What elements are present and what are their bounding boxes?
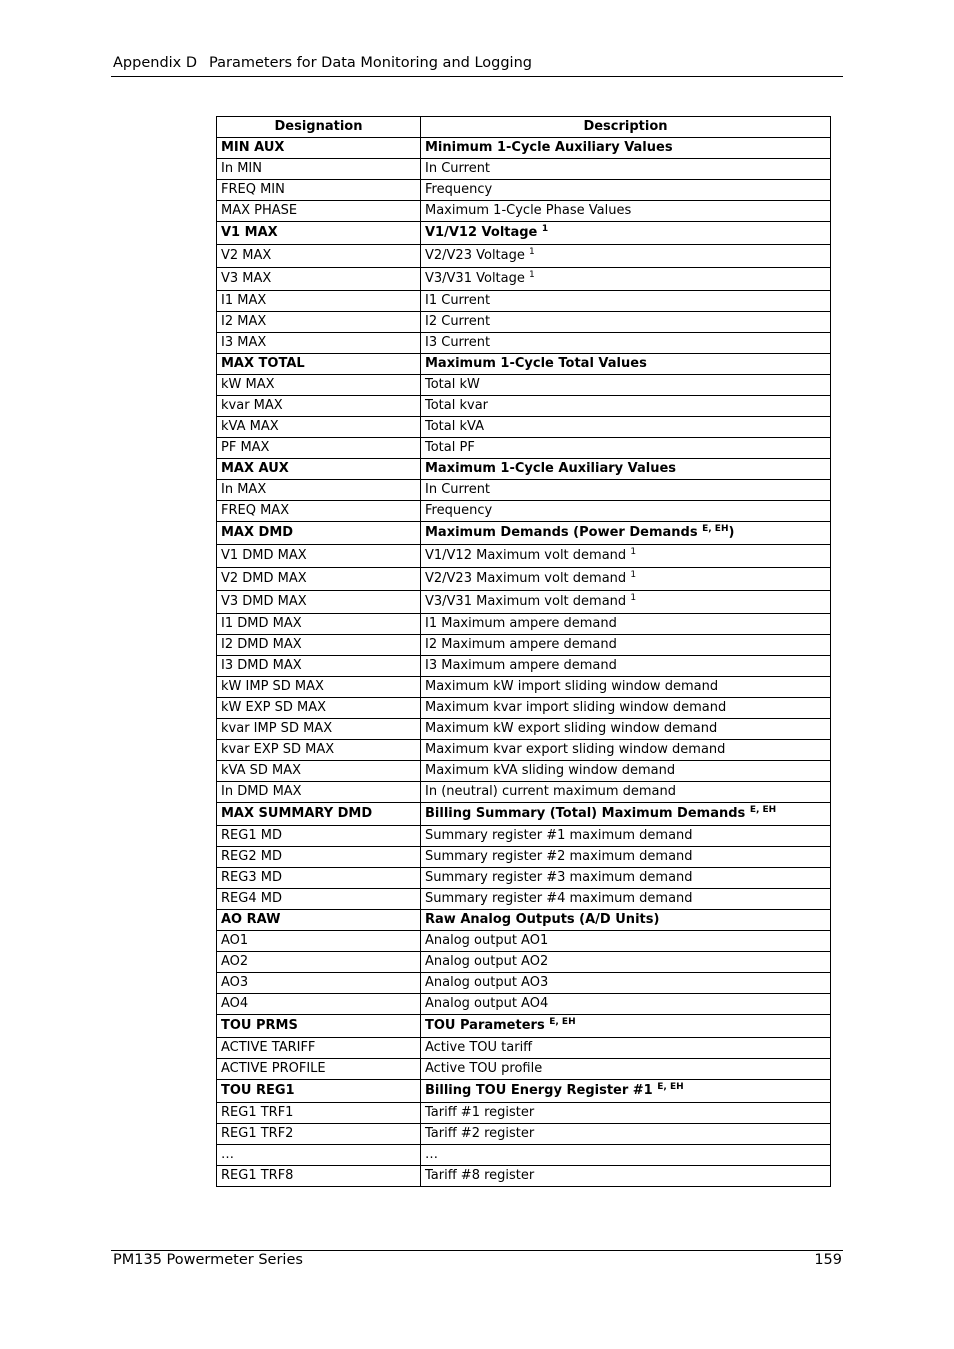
- table-row: [217, 1059, 831, 1080]
- footnote-marker: 1: [529, 270, 535, 280]
- table-row: [217, 333, 831, 354]
- table-row: [217, 1080, 831, 1103]
- description-text: …: [425, 1147, 438, 1162]
- description-cell: [421, 333, 831, 354]
- description-cell: [421, 312, 831, 333]
- table-row: [217, 868, 831, 889]
- description-text: I3 Maximum ampere demand: [425, 658, 617, 673]
- description-text: TOU Parameters: [425, 1018, 545, 1033]
- description-text: Summary register #1 maximum demand: [425, 828, 693, 843]
- table-row: [217, 952, 831, 973]
- description-text: Maximum kVA sliding window demand: [425, 763, 676, 778]
- description-cell: [421, 614, 831, 635]
- table-row: [217, 656, 831, 677]
- description-cell: [421, 1038, 831, 1059]
- footer-divider: [111, 1250, 843, 1251]
- description-cell: [421, 545, 831, 568]
- description-text: I1 Maximum ampere demand: [425, 616, 617, 631]
- table-header-row: [217, 117, 831, 138]
- designation-cell: AO1: [217, 931, 421, 952]
- description-cell: [421, 635, 831, 656]
- description-text: Maximum 1-Cycle Total Values: [425, 356, 647, 371]
- table-row: [217, 312, 831, 333]
- footnote-marker: E, EH: [549, 1017, 576, 1027]
- table-row: [217, 889, 831, 910]
- description-cell: [421, 1103, 831, 1124]
- designation-cell: AO4: [217, 994, 421, 1015]
- designation-cell: REG1 TRF2: [217, 1124, 421, 1145]
- table-row: [217, 480, 831, 501]
- description-cell: [421, 522, 831, 545]
- footnote-marker: 1: [630, 593, 637, 603]
- description-text: Raw Analog Outputs (A/D Units): [425, 912, 660, 927]
- description-cell: [421, 159, 831, 180]
- description-cell: [421, 826, 831, 847]
- designation-cell: I1 DMD MAX: [217, 614, 421, 635]
- designation-cell: kvar EXP SD MAX: [217, 740, 421, 761]
- designation-cell: MAX SUMMARY DMD: [217, 803, 421, 826]
- page-header: [113, 55, 843, 71]
- table-row: [217, 910, 831, 931]
- designation-cell: V3 DMD MAX: [217, 591, 421, 614]
- description-cell: [421, 1015, 831, 1038]
- description-cell: [421, 245, 831, 268]
- description-text: Maximum 1-Cycle Phase Values: [425, 203, 632, 218]
- table-row: [217, 719, 831, 740]
- designation-cell: MAX TOTAL: [217, 354, 421, 375]
- description-cell: [421, 994, 831, 1015]
- table-row: [217, 545, 831, 568]
- description-text: Summary register #2 maximum demand: [425, 849, 693, 864]
- description-cell: [421, 396, 831, 417]
- description-text: Maximum kvar export sliding window demand: [425, 742, 726, 757]
- designation-cell: V2 MAX: [217, 245, 421, 268]
- description-text: Tariff #1 register: [425, 1105, 535, 1120]
- designation-cell: FREQ MAX: [217, 501, 421, 522]
- description-cell: [421, 847, 831, 868]
- table-row: [217, 291, 831, 312]
- description-cell: [421, 568, 831, 591]
- description-text: Analog output AO4: [425, 996, 549, 1011]
- description-text: In (neutral) current maximum demand: [425, 784, 677, 799]
- designation-cell: V1 MAX: [217, 222, 421, 245]
- description-text: Tariff #8 register: [425, 1168, 535, 1183]
- description-text: Maximum 1-Cycle Auxiliary Values: [425, 461, 677, 476]
- designation-cell: ACTIVE TARIFF: [217, 1038, 421, 1059]
- table-row: [217, 973, 831, 994]
- description-text: Active TOU tariff: [425, 1040, 533, 1055]
- description-cell: [421, 782, 831, 803]
- designation-cell: MIN AUX: [217, 138, 421, 159]
- designation-cell: REG1 TRF1: [217, 1103, 421, 1124]
- designation-cell: In MIN: [217, 159, 421, 180]
- description-text: Maximum Demands (Power Demands: [425, 525, 698, 540]
- table-row: [217, 614, 831, 635]
- description-cell: [421, 268, 831, 291]
- table-row: [217, 1015, 831, 1038]
- table-row: [217, 698, 831, 719]
- designation-cell: kVA MAX: [217, 417, 421, 438]
- description-cell: [421, 1166, 831, 1187]
- table-row: [217, 761, 831, 782]
- designation-cell: ACTIVE PROFILE: [217, 1059, 421, 1080]
- description-cell: [421, 291, 831, 312]
- designation-cell: …: [217, 1145, 421, 1166]
- description-text: I2 Current: [425, 314, 491, 329]
- table-body: [217, 138, 831, 1187]
- description-text: Billing TOU Energy Register #1: [425, 1083, 653, 1098]
- description-text: Total PF: [425, 440, 475, 455]
- description-cell: [421, 889, 831, 910]
- description-cell: [421, 931, 831, 952]
- designation-cell: REG4 MD: [217, 889, 421, 910]
- table-row: [217, 354, 831, 375]
- footnote-marker: 1: [529, 247, 535, 257]
- description-text: Minimum 1-Cycle Auxiliary Values: [425, 140, 673, 155]
- designation-cell: I1 MAX: [217, 291, 421, 312]
- description-text: I3 Current: [425, 335, 491, 350]
- description-cell: [421, 459, 831, 480]
- description-text: V3/V31 Maximum volt demand: [425, 594, 627, 609]
- description-text: Total kW: [425, 377, 480, 392]
- description-cell: [421, 438, 831, 459]
- parameters-table: [216, 116, 831, 1187]
- description-text: In Current: [425, 482, 491, 497]
- description-cell: [421, 1145, 831, 1166]
- description-suffix: ): [728, 525, 735, 540]
- designation-cell: AO RAW: [217, 910, 421, 931]
- table-row: [217, 438, 831, 459]
- designation-cell: AO2: [217, 952, 421, 973]
- description-cell: [421, 1059, 831, 1080]
- description-cell: [421, 973, 831, 994]
- designation-cell: REG1 MD: [217, 826, 421, 847]
- designation-cell: TOU REG1: [217, 1080, 421, 1103]
- description-text: V2/V23 Voltage: [425, 248, 525, 263]
- description-text: Analog output AO3: [425, 975, 549, 990]
- description-cell: [421, 952, 831, 973]
- description-text: Analog output AO1: [425, 933, 549, 948]
- description-cell: [421, 910, 831, 931]
- designation-cell: kW IMP SD MAX: [217, 677, 421, 698]
- footnote-marker: 1: [630, 570, 637, 580]
- designation-cell: I2 MAX: [217, 312, 421, 333]
- table-row: [217, 635, 831, 656]
- designation-cell: MAX PHASE: [217, 201, 421, 222]
- description-cell: [421, 656, 831, 677]
- table-row: [217, 268, 831, 291]
- description-text: Tariff #2 register: [425, 1126, 535, 1141]
- description-text: V2/V23 Maximum volt demand: [425, 571, 627, 586]
- table-row: [217, 375, 831, 396]
- description-cell: [421, 375, 831, 396]
- table-row: [217, 459, 831, 480]
- designation-cell: AO3: [217, 973, 421, 994]
- table-row: [217, 159, 831, 180]
- designation-cell: I3 MAX: [217, 333, 421, 354]
- description-text: Active TOU profile: [425, 1061, 543, 1076]
- table-row: [217, 501, 831, 522]
- footnote-marker: 1: [630, 547, 637, 557]
- description-cell: [421, 591, 831, 614]
- description-cell: [421, 480, 831, 501]
- designation-cell: TOU PRMS: [217, 1015, 421, 1038]
- designation-cell: In MAX: [217, 480, 421, 501]
- designation-cell: REG2 MD: [217, 847, 421, 868]
- table-row: [217, 591, 831, 614]
- description-cell: [421, 803, 831, 826]
- table-row: [217, 245, 831, 268]
- designation-cell: MAX DMD: [217, 522, 421, 545]
- footer-product: PM135 Powermeter Series: [113, 1252, 303, 1268]
- description-text: Billing Summary (Total) Maximum Demands: [425, 806, 746, 821]
- footnote-marker: E, EH: [657, 1082, 684, 1092]
- footnote-marker: E, EH: [749, 805, 777, 815]
- description-text: V3/V31 Voltage: [425, 271, 525, 286]
- table-row: [217, 740, 831, 761]
- description-cell: [421, 719, 831, 740]
- designation-cell: REG1 TRF8: [217, 1166, 421, 1187]
- column-header-designation: Designation: [217, 117, 421, 138]
- designation-cell: I3 DMD MAX: [217, 656, 421, 677]
- description-text: I2 Maximum ampere demand: [425, 637, 617, 652]
- description-cell: [421, 1080, 831, 1103]
- description-text: V1/V12 Maximum volt demand: [425, 548, 627, 563]
- designation-cell: kvar MAX: [217, 396, 421, 417]
- designation-cell: PF MAX: [217, 438, 421, 459]
- designation-cell: In DMD MAX: [217, 782, 421, 803]
- designation-cell: REG3 MD: [217, 868, 421, 889]
- footnote-marker: 1: [541, 224, 549, 234]
- table-row: [217, 1038, 831, 1059]
- description-cell: [421, 740, 831, 761]
- header-title: Parameters for Data Monitoring and Logging: [209, 55, 532, 71]
- description-text: Summary register #3 maximum demand: [425, 870, 693, 885]
- table-row: [217, 201, 831, 222]
- description-text: Summary register #4 maximum demand: [425, 891, 693, 906]
- table-row: [217, 417, 831, 438]
- description-cell: [421, 761, 831, 782]
- description-cell: [421, 501, 831, 522]
- description-text: In Current: [425, 161, 491, 176]
- designation-cell: kvar IMP SD MAX: [217, 719, 421, 740]
- designation-cell: kW MAX: [217, 375, 421, 396]
- table-row: [217, 1124, 831, 1145]
- designation-cell: kVA SD MAX: [217, 761, 421, 782]
- designation-cell: V1 DMD MAX: [217, 545, 421, 568]
- table-row: [217, 847, 831, 868]
- description-cell: [421, 138, 831, 159]
- description-cell: [421, 180, 831, 201]
- table-row: [217, 222, 831, 245]
- header-divider: [111, 76, 843, 77]
- designation-cell: FREQ MIN: [217, 180, 421, 201]
- description-cell: [421, 417, 831, 438]
- footer-page-number: 159: [814, 1252, 842, 1268]
- description-text: Maximum kW import sliding window demand: [425, 679, 719, 694]
- description-text: Maximum kW export sliding window demand: [425, 721, 718, 736]
- description-text: V1/V12 Voltage: [425, 225, 538, 240]
- table-row: [217, 931, 831, 952]
- table-row: [217, 1145, 831, 1166]
- table-row: [217, 803, 831, 826]
- description-text: Frequency: [425, 182, 493, 197]
- column-header-description: Description: [421, 117, 831, 138]
- designation-cell: V3 MAX: [217, 268, 421, 291]
- table-row: [217, 826, 831, 847]
- table-row: [217, 138, 831, 159]
- header-appendix: Appendix D: [113, 55, 198, 71]
- description-cell: [421, 677, 831, 698]
- designation-cell: V2 DMD MAX: [217, 568, 421, 591]
- table-row: [217, 522, 831, 545]
- table-row: [217, 1166, 831, 1187]
- description-cell: [421, 222, 831, 245]
- description-text: Total kVA: [425, 419, 484, 434]
- description-text: Frequency: [425, 503, 493, 518]
- description-cell: [421, 354, 831, 375]
- description-cell: [421, 201, 831, 222]
- table-row: [217, 782, 831, 803]
- table-row: [217, 677, 831, 698]
- description-text: I1 Current: [425, 293, 491, 308]
- table-row: [217, 396, 831, 417]
- table-row: [217, 180, 831, 201]
- designation-cell: MAX AUX: [217, 459, 421, 480]
- description-text: Maximum kvar import sliding window demand: [425, 700, 727, 715]
- footnote-marker: E, EH: [702, 524, 729, 534]
- description-text: Analog output AO2: [425, 954, 549, 969]
- designation-cell: I2 DMD MAX: [217, 635, 421, 656]
- description-cell: [421, 698, 831, 719]
- designation-cell: kW EXP SD MAX: [217, 698, 421, 719]
- table-row: [217, 994, 831, 1015]
- table-row: [217, 1103, 831, 1124]
- table-row: [217, 568, 831, 591]
- description-cell: [421, 1124, 831, 1145]
- description-text: Total kvar: [425, 398, 489, 413]
- description-cell: [421, 868, 831, 889]
